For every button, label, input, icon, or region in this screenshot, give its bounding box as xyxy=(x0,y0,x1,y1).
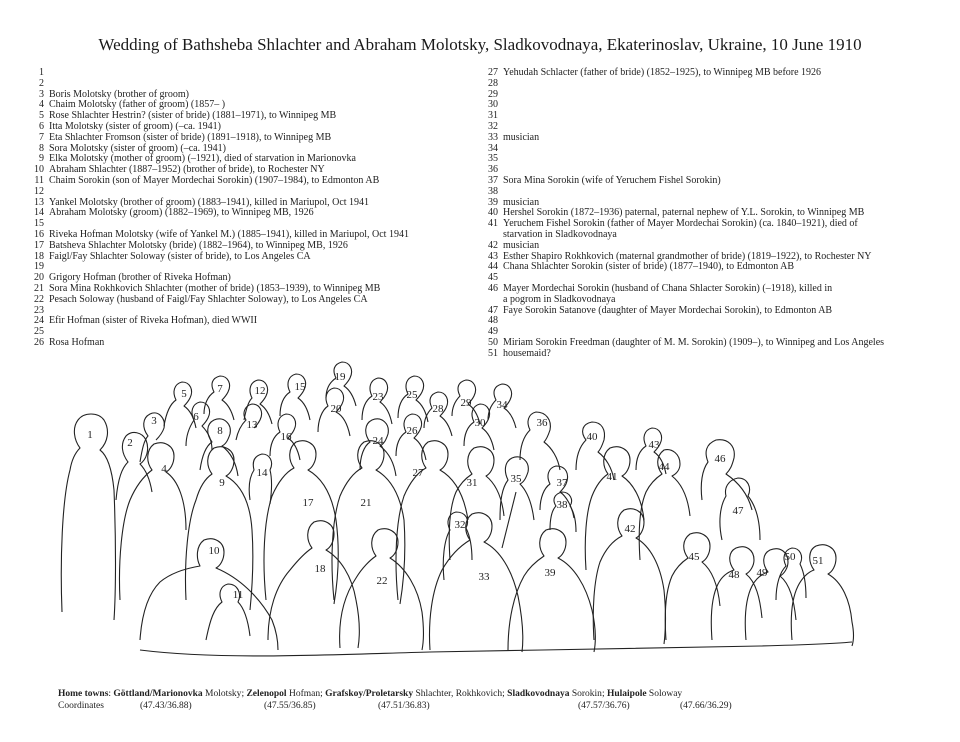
figure-number-17: 17 xyxy=(302,497,314,509)
legend-text: Grigory Hofman (brother of Riveka Hofman) xyxy=(49,272,231,284)
legend-text: Miriam Sorokin Freedman (daughter of M. M. Sorokin) (1909–), to Winnipeg and Los Angeles xyxy=(503,336,885,348)
legend-number: 24 xyxy=(34,315,44,327)
legend-number: 51 xyxy=(488,347,498,359)
figure-number-28: 28 xyxy=(432,403,444,415)
legend-text: Batsheva Shlachter Molotsky (bride) (1882–1964), to Winnipeg MB, 1926 xyxy=(49,239,348,251)
figure-number-38: 38 xyxy=(556,499,568,511)
silhouette-39 xyxy=(508,529,595,652)
legend-number: 30 xyxy=(488,99,498,111)
legend-number: 32 xyxy=(488,120,498,132)
silhouette-22 xyxy=(340,529,424,650)
legend-number: 41 xyxy=(488,218,498,230)
legend-number: 14 xyxy=(34,207,44,219)
figure-number-35: 35 xyxy=(510,473,522,485)
legend-number: 20 xyxy=(34,272,44,284)
coordinate-3: (47.51/36.83) xyxy=(378,701,430,711)
legend-number: 36 xyxy=(488,164,498,176)
legend-number: 43 xyxy=(488,250,498,262)
legend-number: 50 xyxy=(488,336,498,348)
family-5: Soloway xyxy=(648,689,683,699)
figure-number-31: 31 xyxy=(466,477,478,489)
silhouette-35 xyxy=(500,457,534,520)
figure-number-47: 47 xyxy=(732,505,744,517)
legend-number: 31 xyxy=(488,110,498,122)
legend-number: 23 xyxy=(34,304,44,316)
figure-number-21: 21 xyxy=(360,497,372,509)
legend-number: 27 xyxy=(488,67,498,78)
legend-entry-continuation: starvation in Sladkovodnaya xyxy=(503,228,617,240)
figure-number-23: 23 xyxy=(372,391,384,403)
figure-number-3: 3 xyxy=(151,415,157,427)
figure-number-43: 43 xyxy=(648,439,660,451)
figure-number-45: 45 xyxy=(688,551,700,563)
legend-text: Esther Shapiro Rokhkovich (maternal grandmother of bride) (1819–1922), to Rochester NY xyxy=(503,250,872,262)
figure-number-4: 4 xyxy=(161,463,167,475)
legend-text: Efir Hofman (sister of Riveka Hofman), died WWII xyxy=(49,315,258,327)
legend-text: Yeruchem Fishel Sorokin (father of Mayer Mordechai Sorokin) (ca. 1840–1921), died of xyxy=(503,218,858,230)
family-1: Molotsky xyxy=(205,689,242,699)
figure-number-7: 7 xyxy=(217,383,223,395)
legend-number: 11 xyxy=(34,174,44,186)
legend-number: 10 xyxy=(34,164,44,176)
legend-text: Abraham Shlachter (1887–1952) (brother of bride), to Rochester NY xyxy=(49,164,325,176)
legend-number: 21 xyxy=(34,282,44,294)
figure-number-37: 37 xyxy=(556,477,568,489)
legend-text: Hershel Sorokin (1872–1936) paternal, paternal nephew of Y.L. Sorokin, to Winnipeg MB xyxy=(503,207,865,219)
legend-number: 12 xyxy=(34,185,44,197)
silhouette-9 xyxy=(185,447,252,610)
legend-number: 7 xyxy=(39,131,44,143)
legend-text: Riveka Hofman Molotsky (wife of Yankel M.) (1885–1941), killed in Mariupol, Oct 1941 xyxy=(49,228,409,240)
legend-number: 29 xyxy=(488,88,498,100)
legend-text: Sora Mina Sorokin (wife of Yeruchem Fishel Sorokin) xyxy=(503,174,721,186)
town-5: Hulaipole xyxy=(606,689,647,699)
figure-number-22: 22 xyxy=(376,575,388,587)
coordinate-2: (47.55/36.85) xyxy=(264,701,316,711)
legend-number: 5 xyxy=(39,110,44,122)
legend-number: 2 xyxy=(39,77,44,89)
silhouette-31 xyxy=(449,447,504,560)
family-3: Shlachter, Rokhkovich xyxy=(415,689,503,699)
family-4: Sorokin xyxy=(571,689,602,699)
coordinate-4: (47.57/36.76) xyxy=(578,701,630,711)
town-1: Göttland/Marionovka xyxy=(113,689,203,699)
family-2: Hofman xyxy=(288,689,321,699)
figure-number-39: 39 xyxy=(544,567,556,579)
figure-number-40: 40 xyxy=(586,431,598,443)
page-title: Wedding of Bathsheba Shlachter and Abraham Molotsky, Sladkovodnaya, Ekaterinoslav, Ukraine, 10 June 1910 xyxy=(98,35,862,54)
legend-number: 49 xyxy=(488,326,498,338)
violin-bow xyxy=(502,492,516,548)
legend-number: 42 xyxy=(488,239,498,251)
figure-number-16: 16 xyxy=(280,431,292,443)
legend-text: Elka Molotsky (mother of groom) (–1921), died of starvation in Marionovka xyxy=(49,153,356,165)
silhouette-1 xyxy=(61,414,115,620)
figure-number-5: 5 xyxy=(181,388,187,400)
legend-number: 28 xyxy=(488,77,498,89)
figure-number-30: 30 xyxy=(474,417,486,429)
silhouette-5 xyxy=(164,382,196,428)
legend-number: 19 xyxy=(34,261,44,273)
silhouette-2 xyxy=(116,433,152,500)
figure-number-32: 32 xyxy=(454,519,466,531)
figure-number-19: 19 xyxy=(334,371,346,383)
figure-number-29: 29 xyxy=(460,397,472,409)
legend-number: 26 xyxy=(34,336,44,348)
legend-text: Itta Molotsky (sister of groom) (–ca. 1941) xyxy=(49,120,221,132)
figure-number-48: 48 xyxy=(728,569,740,581)
legend-number: 38 xyxy=(488,185,498,197)
figure-number-41: 41 xyxy=(606,471,618,483)
legend-number: 3 xyxy=(39,88,44,100)
figure-number-12: 12 xyxy=(254,385,266,397)
coordinate-5: (47.66/36.29) xyxy=(680,701,732,711)
legend-number: 39 xyxy=(488,196,498,208)
legend-text: musician xyxy=(503,239,540,251)
legend-number: 17 xyxy=(34,239,44,251)
legend-number: 13 xyxy=(34,196,44,208)
figure-number-33: 33 xyxy=(478,571,490,583)
town-2: Zelenopol xyxy=(246,689,287,699)
figure-number-24: 24 xyxy=(372,435,384,447)
legend-number: 9 xyxy=(39,153,44,165)
figure-number-51: 51 xyxy=(812,555,824,567)
legend-number: 46 xyxy=(488,282,498,294)
legend-text: Chaim Sorokin (son of Mayer Mordechai Sorokin) (1907–1984), to Edmonton AB xyxy=(49,174,380,186)
legend-text: Rose Shlachter Hestrin? (sister of bride) (1881–1971), to Winnipeg MB xyxy=(49,110,337,122)
figure-number-36: 36 xyxy=(536,417,548,429)
legend-text: Pesach Soloway (husband of Faigl/Fay Shlachter Soloway), to Los Angeles CA xyxy=(49,293,368,305)
figure-number-46: 46 xyxy=(714,453,726,465)
figure-number-14: 14 xyxy=(256,467,268,479)
legend-number: 37 xyxy=(488,174,498,186)
figure-number-11: 11 xyxy=(232,589,244,601)
silhouette-48 xyxy=(711,547,762,640)
legend-text: Sora Molotsky (sister of groom) (–ca. 1941) xyxy=(49,142,226,154)
legend-text: Mayer Mordechai Sorokin (husband of Chana Shlacter Sorokin) (–1918), killed in xyxy=(503,282,833,294)
legend-number: 1 xyxy=(39,67,44,78)
coordinates-label: Coordinates xyxy=(58,701,104,711)
legend-text: Boris Molotsky (brother of groom) xyxy=(49,88,189,100)
legend-text: Sora Mina Rokhkovich Shlachter (mother of bride) (1853–1939), to Winnipeg MB xyxy=(49,282,381,294)
figure-number-25: 25 xyxy=(406,389,418,401)
figure-number-50: 50 xyxy=(784,551,796,563)
legend-text: Yehudah Schlacter (father of bride) (1852–1925), to Winnipeg MB before 1926 xyxy=(503,67,822,78)
legend-number: 4 xyxy=(39,99,44,111)
legend-number: 48 xyxy=(488,315,498,327)
silhouette-19 xyxy=(326,362,356,406)
figure-number-6: 6 xyxy=(193,411,199,423)
figure-number-10: 10 xyxy=(208,545,220,557)
legend-text: Eta Shlachter Fromson (sister of bride) (1891–1918), to Winnipeg MB xyxy=(49,131,332,143)
legend-number: 33 xyxy=(488,131,498,143)
legend-number: 40 xyxy=(488,207,498,219)
figure-number-20: 20 xyxy=(330,403,342,415)
figure-number-18: 18 xyxy=(314,563,326,575)
legend-number: 47 xyxy=(488,304,498,316)
legend-text: Faigl/Fay Shlachter Soloway (sister of bride), to Los Angeles CA xyxy=(49,250,311,262)
figure-number-26: 26 xyxy=(406,425,418,437)
legend-number: 25 xyxy=(34,326,44,338)
legend-text: musician xyxy=(503,131,540,143)
legend-text: Rosa Hofman xyxy=(49,336,105,348)
legend-number: 45 xyxy=(488,272,498,284)
legend-number: 16 xyxy=(34,228,44,240)
legend-text: musician xyxy=(503,196,540,208)
figure-number-2: 2 xyxy=(127,437,133,449)
silhouette-18 xyxy=(268,521,359,648)
legend-number: 15 xyxy=(34,218,44,230)
figure-number-44: 44 xyxy=(658,461,670,473)
figure-number-27: 27 xyxy=(412,467,424,479)
silhouette-41 xyxy=(585,447,644,570)
legend-number: 22 xyxy=(34,293,44,305)
figure-number-49: 49 xyxy=(756,567,768,579)
legend-text: Chana Shlachter Sorokin (sister of bride) (1877–1940), to Edmonton AB xyxy=(503,261,795,273)
figure-number-13: 13 xyxy=(246,419,258,431)
legend-number: 44 xyxy=(488,261,498,273)
legend-text: Yankel Molotsky (brother of groom) (1883–1941), killed in Mariupol, Oct 1941 xyxy=(49,196,370,208)
coordinate-1: (47.43/36.88) xyxy=(140,701,192,711)
legend-number: 34 xyxy=(488,142,498,154)
silhouette-14 xyxy=(249,454,271,504)
town-3: Grafskoy/Proletarsky xyxy=(325,689,414,699)
home-towns-label: Home towns xyxy=(58,689,109,699)
legend-entry-continuation: a pogrom in Sladkovodnaya xyxy=(503,293,616,305)
legend-text: Abraham Molotsky (groom) (1882–1969), to Winnipeg MB, 1926 xyxy=(49,207,314,219)
legend-text: housemaid? xyxy=(503,347,551,359)
silhouette-24 xyxy=(360,419,396,476)
silhouette-4 xyxy=(119,443,186,600)
legend-number: 6 xyxy=(39,120,44,132)
figure-number-1: 1 xyxy=(87,429,93,441)
legend-text: Faye Sorokin Satanove (daughter of Mayer Mordechai Sorokin), to Edmonton AB xyxy=(503,304,833,316)
legend-number: 18 xyxy=(34,250,44,262)
legend-number: 8 xyxy=(39,142,44,154)
figure-number-15: 15 xyxy=(294,381,306,393)
figure-number-9: 9 xyxy=(219,477,225,489)
figure-number-34: 34 xyxy=(496,399,508,411)
legend-number: 35 xyxy=(488,153,498,165)
silhouette-46 xyxy=(701,440,752,510)
figure-number-8: 8 xyxy=(217,425,223,437)
ground-line xyxy=(140,642,852,656)
town-4: Sladkovodnaya xyxy=(507,689,570,699)
figure-number-42: 42 xyxy=(624,523,636,535)
home-towns-line: Home towns: Göttland/Marionovka Molotsky; Zelenopol Hofman; Grafskoy/Proletarsky Shlachter, Rokhkovich; Sladkovodnaya Sorokin; Hulaipole Soloway xyxy=(58,689,683,699)
legend-text: Chaim Molotsky (father of groom) (1857– ) xyxy=(49,99,226,111)
silhouette-11 xyxy=(206,584,250,640)
